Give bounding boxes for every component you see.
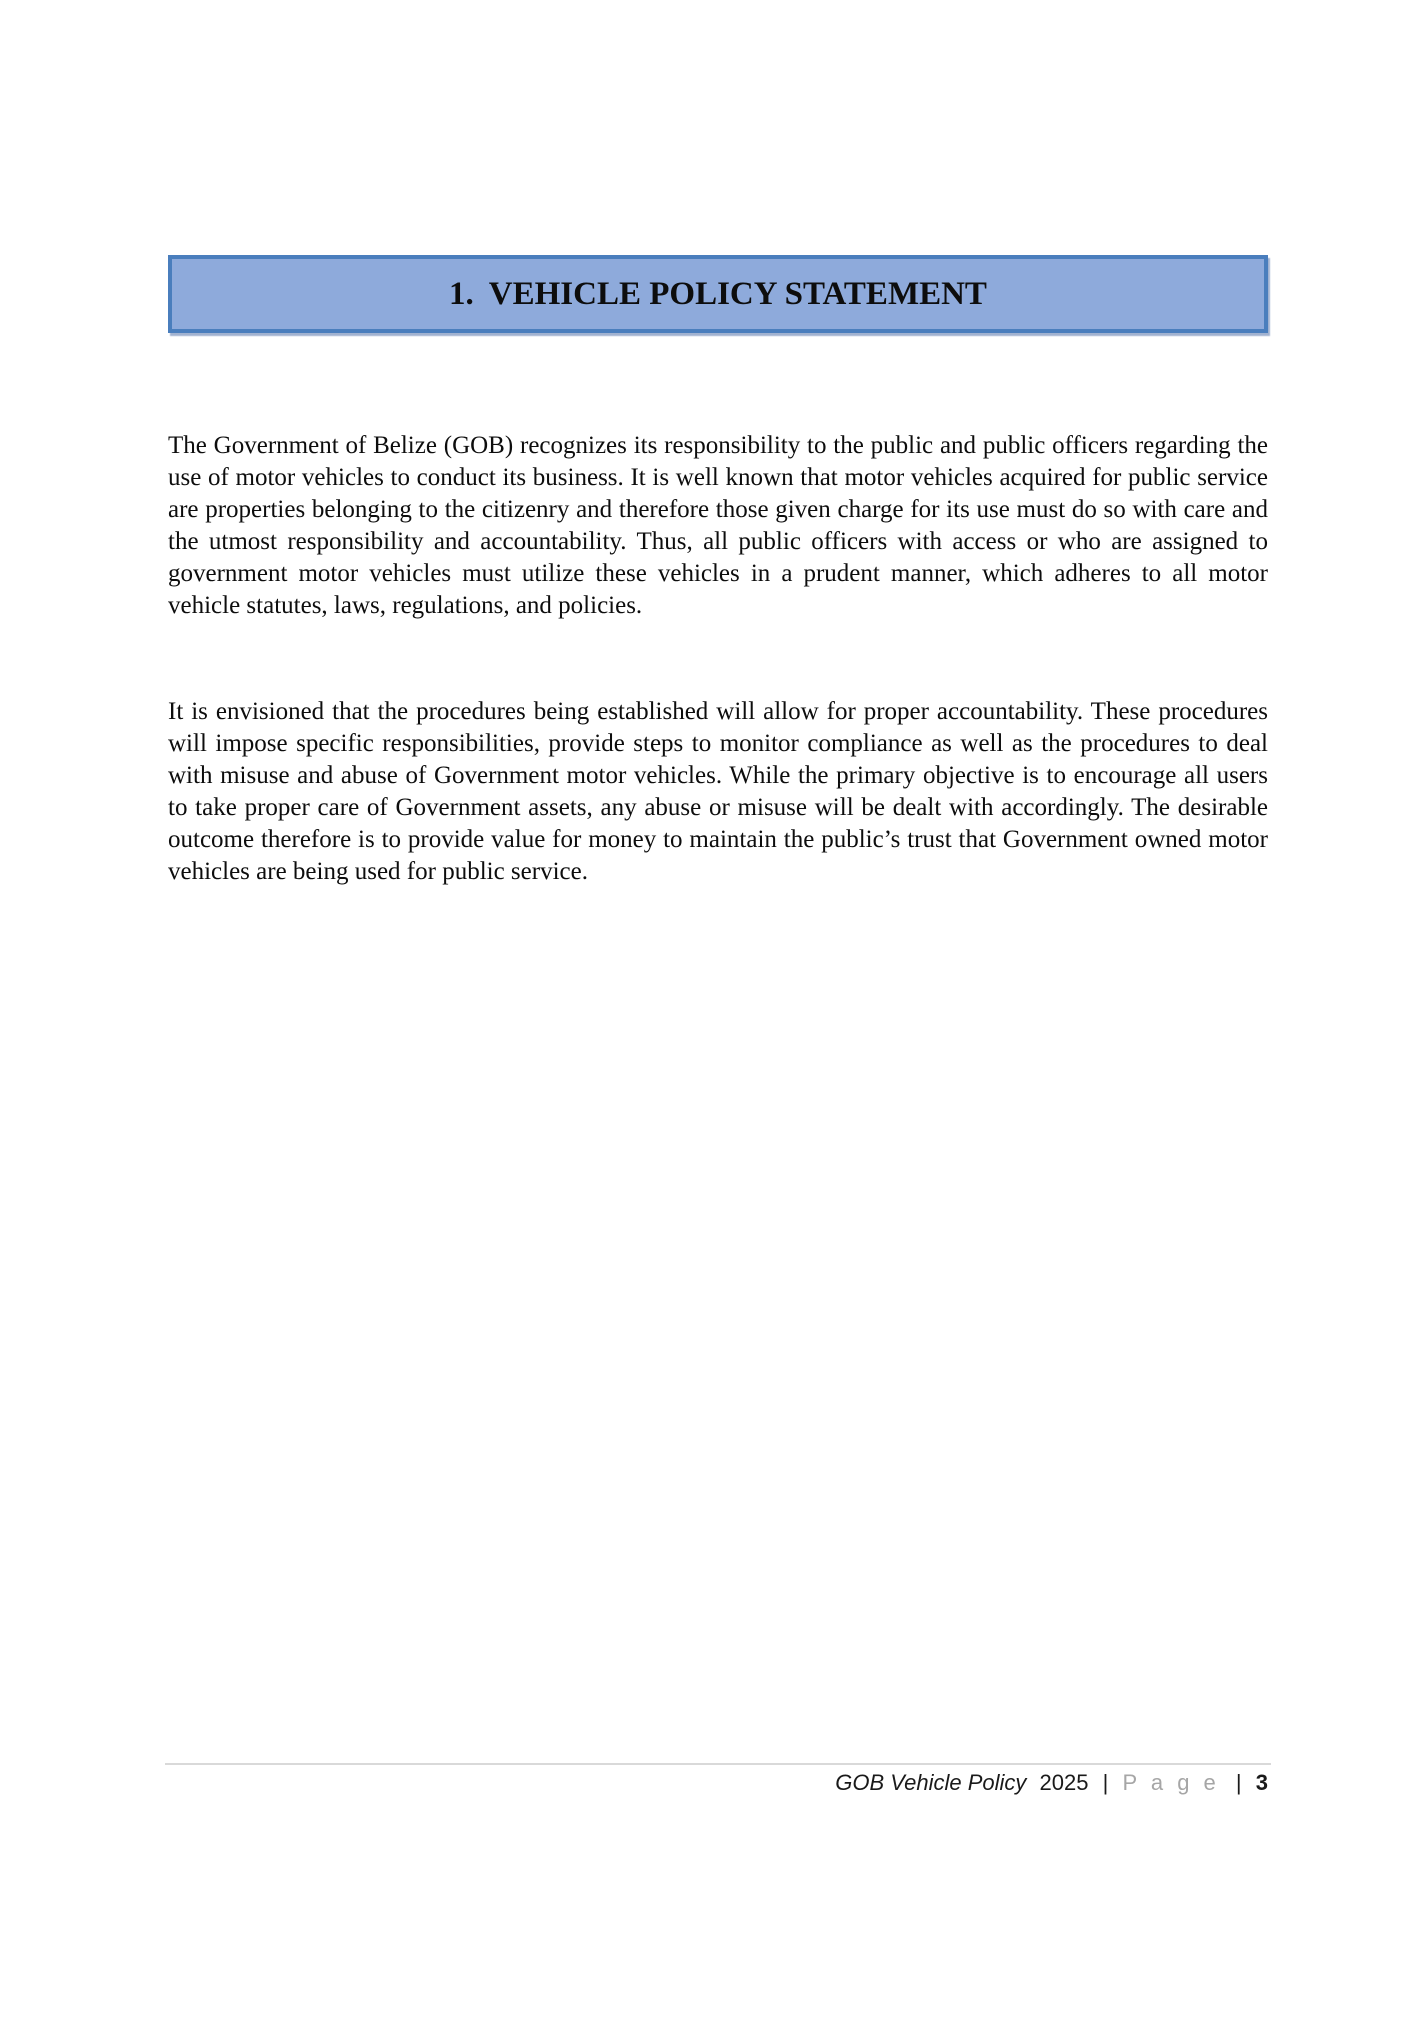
footer-separator: |	[1102, 1770, 1109, 1795]
footer-page-label: P a g e	[1122, 1770, 1220, 1795]
body-paragraph-2: It is envisioned that the procedures being established will allow for proper accountability. These procedures will impose specific responsibilities, provide steps to monitor compliance as well as the procedures to deal with misuse and abuse of Government motor vehicles. While the primary objective is to encourage all users to take proper care of Government assets, any abuse or misuse will be dealt with accordingly. The desirable outcome therefore is to provide value for money to maintain the public’s trust that Government owned motor vehicles are being used for public service.	[168, 698, 1268, 885]
page-footer	[168, 1769, 1268, 1797]
section-heading-title: VEHICLE POLICY STATEMENT	[488, 275, 987, 312]
body-paragraph-1: The Government of Belize (GOB) recognizes its responsibility to the public and public officers regarding the use of motor vehicles to conduct its business. It is well known that motor vehicles acquired for public service are properties belonging to the citizenry and therefore those given charge for its use must do so with care and the utmost responsibility and accountability. Thus, all public officers with access or who are assigned to government motor vehicles must utilize these vehicles in a prudent manner, which adheres to all motor vehicle statutes, laws, regulations, and policies.	[168, 432, 1268, 619]
footer-divider	[165, 1763, 1271, 1765]
footer-page-number: 3	[1255, 1770, 1268, 1795]
footer-year: 2025	[1039, 1770, 1089, 1795]
document-body	[168, 0, 1268, 888]
footer-doc-title: GOB Vehicle Policy	[835, 1770, 1027, 1795]
section-heading-number: 1.	[449, 275, 474, 312]
footer-separator-2: |	[1235, 1770, 1242, 1795]
